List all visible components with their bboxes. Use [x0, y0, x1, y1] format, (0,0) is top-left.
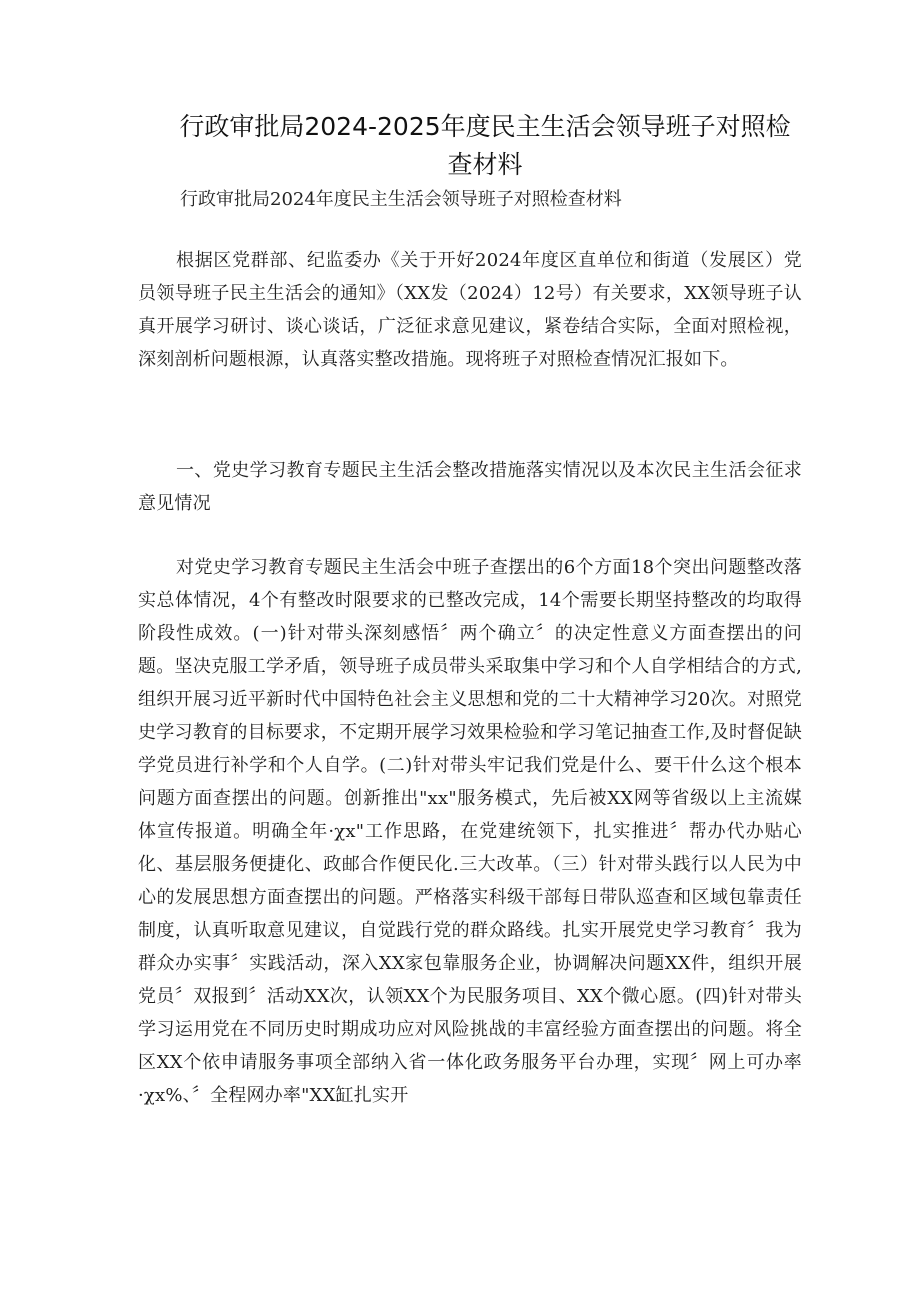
section-heading-1: 一、党史学习教育专题民主生活会整改措施落实情况以及本次民主生活会征求意见情况	[138, 460, 802, 514]
document-title: 行政审批局2024-2025年度民主生活会领导班子对照检查材料	[179, 112, 791, 179]
body-paragraph-intro: 根据区党群部、纪监委办《关于开好2024年度区直单位和街道（发展区）党员领导班子民主生活会的通知》（XX发（2024）12号）有关要求，XX领导班子认真开展学习研讨、谈心谈话，广泛征求意见建议，紧卷结合实际，全面对照检视，深刻剖析问题根源，认真落实整改措施。现将班子对照检查情况汇报如下。	[138, 250, 802, 370]
document-subtitle: 行政审批局2024年度民主生活会领导班子对照检查材料	[180, 189, 622, 210]
body-paragraph-rectification: 对党史学习教育专题民主生活会中班子查摆出的6个方面18个突出问题整改落实总体情况，4个有整改时限要求的已整改完成，14个需要长期坚持整改的均取得阶段性成效。(一)针对带头深刻感悟〞两个确立〞的决定性意义方面查摆出的问题。坚决克服工学矛盾，领导班子成员带头采取集中学习和个人自学相结合的方式,组织开展习近平新时代中国特色社会主义思想和党的二十大精神学习20次。对照党史学习教育的目标要求，不定期开展学习效果检验和学习笔记抽查工作,及时督促缺学党员进行补学和个人自学。(二)针对带头牢记我们党是什么、要干什么这个根本问题方面查摆出的问题。创新推出"xx"服务模式，先后被XX网等省级以上主流媒体宣传报道。明确全年·χx"工作思路，在党建统领下，扎实推进〞帮办代办贴心化、基层服务便捷化、政邮合作便民化.三大改革。（三）针对带头践行以人民为中心的发展思想方面查摆出的问题。严格落实科级干部每日带队巡查和区域包靠责任制度，认真听取意见建议，自觉践行党的群众路线。扎实开展党史学习教育〞我为群众办实事〞实践活动，深入XX家包靠服务企业，协调解决问题XX件，组织开展党员〞双报到〞活动XX次，认领XX个为民服务项目、XX个微心愿。(四)针对带头学习运用党在不同历史时期成功应对风险挑战的丰富经验方面查摆出的问题。将全区XX个依申请服务事项全部纳入省一体化政务服务平台办理，实现〞网上可办率·χx%、〞全程网办率"XX缸扎实开	[138, 557, 802, 1106]
